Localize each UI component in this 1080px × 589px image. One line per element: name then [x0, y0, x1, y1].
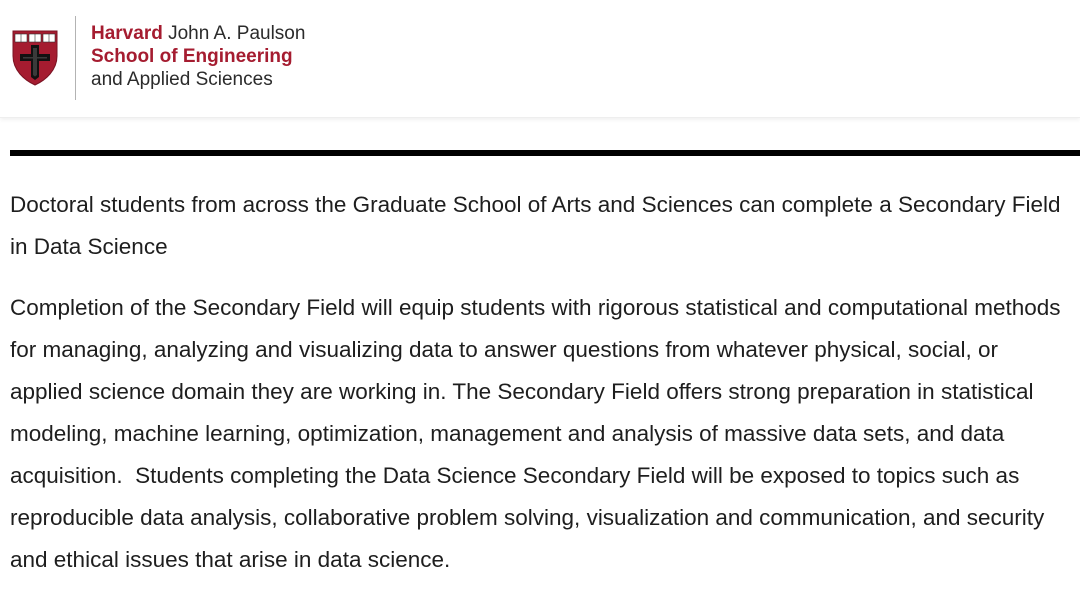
intro-paragraph: Doctoral students from across the Graduate School of Arts and Sciences can complete a Secondary Field in Data Science — [10, 192, 1061, 259]
wordmark-line-2: School of Engineering — [91, 46, 293, 67]
wordmark-line-1 — [91, 22, 305, 45]
wordmark-line-3: and Applied Sciences — [91, 69, 273, 90]
section-rule — [10, 150, 1080, 156]
main-content — [10, 184, 1075, 581]
wordmark-harvard: Harvard — [91, 23, 163, 44]
harvard-veritas-shield-icon — [12, 30, 58, 86]
site-header — [0, 0, 1080, 118]
seas-wordmark — [91, 22, 305, 91]
wordmark-paulson: John A. Paulson — [162, 23, 306, 44]
body-paragraph: Completion of the Secondary Field will equip students with rigorous statistical and computational methods for managing, analyzing and visualizing data to answer questions from whatever physical, social, or applied science domain they are working in. The Secondary Field offers strong preparation in statistical modeling, machine learning, optimization, management and analysis of massive data sets, and data acquisition. Students completing the Data Science Secondary Field will be exposed to topics such as reproducible data analysis, collaborative problem solving, visualization and communication, and security and ethical issues that arise in data science. — [10, 295, 1067, 572]
logo-divider — [75, 16, 76, 100]
